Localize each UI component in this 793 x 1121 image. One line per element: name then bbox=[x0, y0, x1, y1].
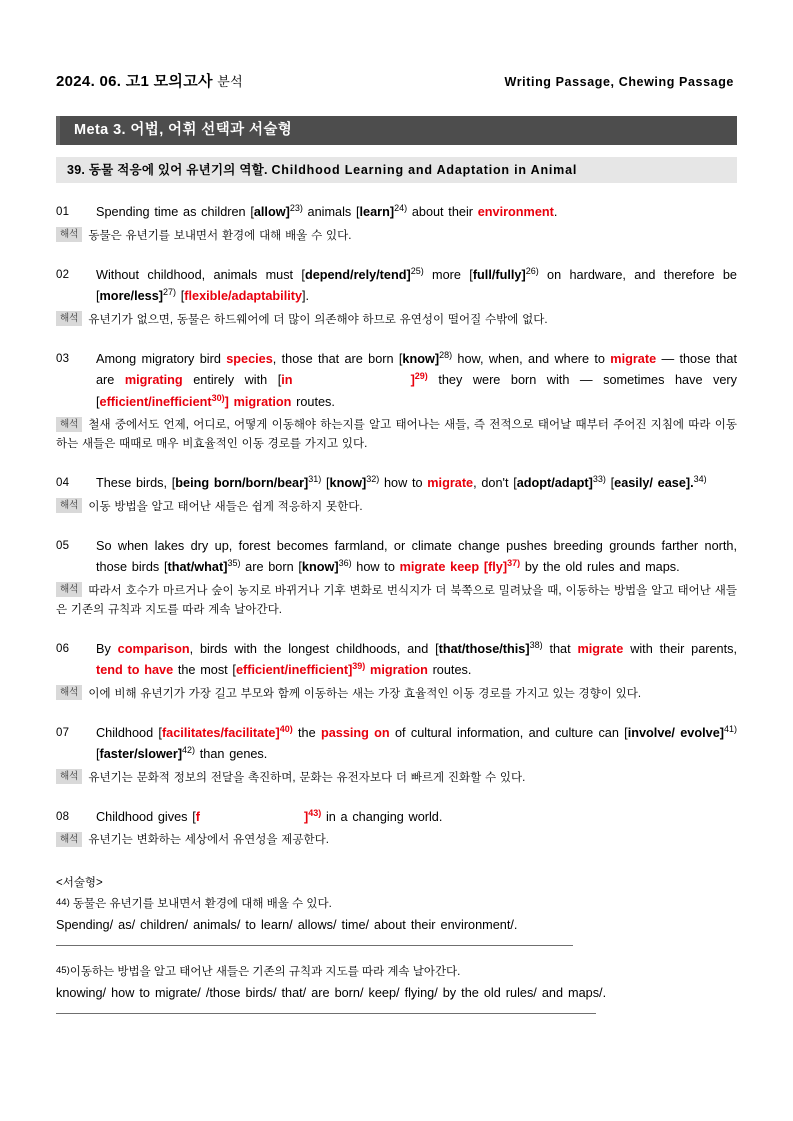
passage-block-03 bbox=[56, 349, 737, 455]
passage-sentence-07 bbox=[56, 723, 737, 766]
seg-text: the bbox=[292, 725, 321, 740]
passage-number-04: 04 bbox=[56, 477, 70, 489]
vocab-highlight: migration bbox=[370, 663, 428, 677]
vocab-highlight: migrate bbox=[427, 476, 474, 490]
header-exam-label: 2024. 06. 고1 모의고사 bbox=[56, 73, 213, 90]
vocab-highlight: migrating bbox=[124, 373, 183, 387]
seg-text: ] bbox=[158, 289, 164, 303]
seg-text: routes. bbox=[291, 394, 335, 409]
vocab-highlight: migration bbox=[233, 394, 292, 409]
question-title-english: Childhood Learning and Adaptation in Animal bbox=[271, 163, 578, 177]
choice-token: being born/born/bear bbox=[175, 476, 305, 490]
document-header bbox=[56, 0, 737, 92]
seg-text: , birds with the longest childhoods, and [ bbox=[189, 641, 439, 656]
passage-number-03: 03 bbox=[56, 352, 70, 365]
gloss-03 bbox=[56, 416, 737, 454]
seg-text: , those that are born [ bbox=[272, 351, 403, 366]
footnote-ref: 36) bbox=[338, 557, 352, 568]
gloss-tag: 해석 bbox=[56, 417, 82, 432]
essay-number-44: 44) bbox=[56, 897, 70, 908]
seg-text: Childhood gives [ bbox=[96, 809, 196, 824]
seg-text: Spending time as children [ bbox=[96, 205, 254, 219]
vocab-highlight: tend to have bbox=[96, 663, 174, 677]
seg-text: are born [ bbox=[240, 560, 302, 574]
seg-text: ] bbox=[719, 725, 724, 740]
vocab-highlight: efficient/inefficient bbox=[235, 663, 349, 677]
vocab-highlight: migrate bbox=[610, 351, 657, 366]
seg-text: — those that are bbox=[96, 351, 738, 387]
choice-token: involve/ evolve bbox=[627, 725, 720, 740]
gloss-01 bbox=[56, 227, 737, 246]
question-title-bar bbox=[56, 157, 737, 183]
choice-token: learn bbox=[359, 205, 390, 219]
footnote-ref: 38) bbox=[529, 639, 543, 650]
passage-sentence-02 bbox=[56, 265, 737, 308]
choice-token: easily/ ease bbox=[614, 476, 686, 490]
essay-section bbox=[56, 874, 737, 1014]
gloss-tag: 해석 bbox=[56, 832, 82, 847]
seg-text: than genes. bbox=[195, 747, 268, 761]
passage-block-06 bbox=[56, 639, 737, 704]
essay-english-44: Spending/ as/ children/ animals/ to learn/ allows/ time/ about their environment/. bbox=[56, 918, 518, 932]
seg-text: [ bbox=[605, 476, 615, 490]
seg-text: , don't [ bbox=[473, 476, 517, 490]
vocab-highlight: migrate keep bbox=[399, 560, 480, 574]
blank-prefix: f bbox=[195, 809, 200, 824]
passage-block-02 bbox=[56, 265, 737, 330]
choice-token: faster/slower bbox=[99, 747, 178, 761]
header-title-left bbox=[56, 70, 243, 91]
choice-token: that/those/this bbox=[438, 641, 526, 656]
vocab-highlight: comparison bbox=[117, 641, 190, 656]
footnote-ref: 39) bbox=[352, 660, 366, 671]
seg-text: in a changing world. bbox=[321, 809, 443, 824]
passage-number-05: 05 bbox=[56, 539, 70, 552]
footnote-ref: 23) bbox=[289, 202, 303, 213]
choice-token: adopt/adapt bbox=[516, 476, 589, 490]
choice-token: know bbox=[329, 476, 362, 490]
seg-text: ] bbox=[389, 205, 395, 219]
gloss-tag: 해석 bbox=[56, 685, 82, 700]
seg-text: ] bbox=[588, 476, 593, 490]
seg-text: ] bbox=[303, 809, 309, 824]
gloss-02 bbox=[56, 311, 737, 330]
footnote-ref: 31) bbox=[308, 473, 322, 484]
seg-text: ] bbox=[275, 725, 280, 740]
footnote-ref: 30) bbox=[211, 392, 225, 403]
footnote-ref: 41) bbox=[724, 723, 738, 734]
seg-text: on hardware, and therefore be [ bbox=[96, 267, 737, 303]
seg-text: By bbox=[96, 641, 118, 656]
essay-number-45: 45) bbox=[56, 965, 70, 976]
seg-text: ] bbox=[410, 373, 415, 387]
essay-korean-text: 이동하는 방법을 알고 태어난 새들은 기존의 규칙과 지도를 따라 계속 날아간다. bbox=[69, 966, 461, 978]
essay-item-44 bbox=[56, 893, 737, 946]
seg-text: ] bbox=[224, 394, 234, 409]
vocab-highlight: flexible/adaptability bbox=[184, 289, 303, 303]
gloss-tag: 해석 bbox=[56, 498, 82, 513]
meta-section-bar: Meta 3. 어법, 어휘 선택과 서술형 bbox=[56, 116, 737, 145]
passage-sentence-08 bbox=[56, 807, 737, 829]
seg-text: These birds, [ bbox=[96, 476, 176, 490]
gloss-tag: 해석 bbox=[56, 582, 82, 597]
gloss-tag: 해석 bbox=[56, 311, 82, 326]
choice-token: depend/rely/tend bbox=[304, 267, 407, 282]
seg-text: how to bbox=[351, 560, 400, 574]
choice-token: know bbox=[402, 351, 435, 366]
gloss-04 bbox=[56, 498, 737, 517]
seg-text: with their parents, bbox=[623, 641, 737, 656]
passage-sentence-06 bbox=[56, 639, 737, 682]
question-title-korean: 39. 동물 적응에 있어 유년기의 역할. bbox=[67, 163, 268, 177]
passage-number-02: 02 bbox=[56, 268, 70, 281]
seg-text: ] bbox=[285, 205, 290, 219]
gloss-tag: 해석 bbox=[56, 227, 82, 242]
gloss-08 bbox=[56, 831, 737, 850]
seg-text: by the old rules and maps. bbox=[520, 560, 680, 574]
gloss-text: 이에 비해 유년기가 가장 길고 부모와 함께 이동하는 새는 가장 효율적인 이동 경로를 가지고 있는 경향이 있다. bbox=[88, 687, 642, 700]
seg-text: ] bbox=[434, 351, 440, 366]
vocab-highlight: species bbox=[226, 351, 273, 366]
gloss-text: 동물은 유년기를 보내면서 환경에 대해 배울 수 있다. bbox=[88, 229, 352, 242]
seg-text: that bbox=[542, 641, 578, 656]
seg-text: ] bbox=[521, 267, 526, 282]
choice-token: allow bbox=[253, 205, 286, 219]
footnote-ref: 32) bbox=[366, 473, 380, 484]
passage-block-07 bbox=[56, 723, 737, 788]
seg-text: [ bbox=[479, 560, 489, 574]
essay-section-heading: <서술형> bbox=[56, 877, 103, 889]
passage-block-04 bbox=[56, 473, 737, 517]
gloss-text: 유년기는 변화하는 세상에서 유연성을 제공한다. bbox=[88, 834, 329, 846]
passage-sentence-01 bbox=[56, 202, 737, 224]
footnote-ref: 43) bbox=[308, 807, 322, 818]
essay-korean-44 bbox=[56, 893, 737, 914]
header-title-right: Writing Passage, Chewing Passage bbox=[504, 75, 734, 89]
seg-text: . bbox=[553, 205, 558, 219]
vocab-highlight: facilitates/facilitate bbox=[161, 725, 276, 740]
footnote-ref: 34) bbox=[693, 473, 707, 484]
gloss-text: 이동 방법을 알고 태어난 새들은 쉽게 적응하지 못한다. bbox=[88, 500, 363, 513]
choice-token: more/less bbox=[99, 289, 159, 303]
seg-text: ]. bbox=[685, 476, 694, 490]
footnote-ref: 29) bbox=[414, 370, 428, 381]
essay-item-45 bbox=[56, 961, 737, 1014]
choice-token: that/what bbox=[167, 560, 224, 574]
passage-number-06: 06 bbox=[56, 642, 70, 655]
gloss-tag: 해석 bbox=[56, 769, 82, 784]
vocab-highlight: fly bbox=[488, 560, 503, 574]
gloss-text: 유년기가 없으면, 동물은 하드웨어에 더 많이 의존해야 하므로 유연성이 떨어질 수밖에 없다. bbox=[88, 313, 548, 326]
seg-text: of cultural information, and culture can [ bbox=[389, 725, 628, 740]
seg-text: about their bbox=[407, 205, 478, 219]
choice-token: know bbox=[301, 560, 335, 574]
passage-block-01 bbox=[56, 202, 737, 246]
blank-prefix: in bbox=[281, 373, 293, 387]
passage-number-01: 01 bbox=[56, 206, 70, 218]
gloss-05 bbox=[56, 582, 737, 620]
seg-text: Without childhood, animals must [ bbox=[96, 267, 305, 282]
essay-korean-text: 동물은 유년기를 보내면서 환경에 대해 배울 수 있다. bbox=[69, 898, 332, 910]
seg-text: ] bbox=[361, 476, 367, 490]
seg-text: ] bbox=[406, 267, 411, 282]
gloss-text: 철새 중에서도 언제, 어디로, 어떻게 이동해야 하는지를 알고 태어나는 새들, 즉 전적으로 태어날 때부터 주어진 지침에 따라 이동하는 새들은 때때로 매우 비효율적인 이동 경로를 가지고 있다. bbox=[56, 419, 737, 450]
passage-sentence-03 bbox=[56, 349, 737, 414]
seg-text: [ bbox=[176, 289, 185, 303]
footnote-ref: 42) bbox=[182, 744, 196, 755]
seg-text: ] bbox=[304, 476, 309, 490]
choice-token: full/fully bbox=[472, 267, 522, 282]
footnote-ref: 37) bbox=[507, 557, 521, 568]
seg-text: ] bbox=[177, 747, 183, 761]
seg-text: ] bbox=[334, 560, 339, 574]
essay-korean-45 bbox=[56, 961, 737, 982]
passage-sentence-04 bbox=[56, 473, 737, 495]
seg-text: Childhood [ bbox=[96, 725, 162, 740]
footnote-ref: 26) bbox=[525, 265, 539, 276]
passage-block-08 bbox=[56, 807, 737, 851]
footnote-ref: 35) bbox=[227, 557, 241, 568]
seg-text: So when lakes dry up, forest becomes farmland, or climate change pushes breeding grounds farther north, those birds [ bbox=[96, 538, 737, 574]
vocab-highlight: migrate bbox=[577, 641, 624, 656]
vocab-highlight: efficient/inefficient bbox=[99, 394, 212, 409]
seg-text: more [ bbox=[423, 267, 473, 282]
gloss-07 bbox=[56, 769, 737, 788]
footnote-ref: 27) bbox=[163, 286, 177, 297]
footnote-ref: 33) bbox=[592, 473, 606, 484]
seg-text: Among migratory bird bbox=[96, 351, 227, 366]
footnote-ref: 28) bbox=[439, 349, 453, 360]
essay-spacer bbox=[56, 946, 737, 960]
seg-text: [ bbox=[321, 476, 330, 490]
seg-text: the most [ bbox=[173, 663, 236, 677]
footnote-ref: 25) bbox=[410, 265, 424, 276]
seg-text: animals [ bbox=[302, 205, 360, 219]
vocab-highlight: environment bbox=[477, 205, 554, 219]
gloss-text: 유년기는 문화적 정보의 전달을 촉진하며, 문화는 유전자보다 더 빠르게 진화할 수 있다. bbox=[88, 771, 526, 784]
vocab-highlight: passing on bbox=[320, 725, 390, 740]
answer-line-45[interactable] bbox=[56, 1013, 596, 1014]
footnote-ref: 24) bbox=[394, 202, 408, 213]
seg-text: [ bbox=[96, 747, 100, 761]
page-content bbox=[56, 0, 737, 1014]
essay-english-45: knowing/ how to migrate/ /those birds/ that/ are born/ keep/ flying/ by the old rules/ and maps/. bbox=[56, 986, 607, 1000]
passage-number-08: 08 bbox=[56, 810, 70, 823]
passage-number-07: 07 bbox=[56, 726, 70, 739]
header-analysis-label: 분석 bbox=[217, 74, 243, 89]
seg-text: entirely with [ bbox=[182, 373, 282, 387]
seg-text: ] bbox=[348, 663, 353, 677]
passage-block-05 bbox=[56, 536, 737, 620]
seg-text: ] bbox=[502, 560, 508, 574]
seg-text: ] bbox=[223, 560, 228, 574]
seg-text: routes. bbox=[427, 663, 472, 677]
gloss-text: 따라서 호수가 마르거나 숲이 농지로 바뀌거나 기후 변화로 번식지가 더 북쪽으로 밀려났을 때, 이동하는 방법을 알고 태어난 새들은 기존의 규칙과 지도를 따라 계속 날아간다. bbox=[56, 584, 737, 616]
footnote-ref: 40) bbox=[279, 723, 293, 734]
seg-text: they were born with — sometimes have very [ bbox=[96, 373, 738, 409]
seg-text: ] bbox=[525, 641, 530, 656]
passage-sentence-05 bbox=[56, 536, 737, 579]
seg-text: how to bbox=[379, 476, 428, 490]
seg-text: ]. bbox=[302, 289, 310, 303]
seg-text: how, when, and where to bbox=[452, 351, 611, 366]
gloss-06 bbox=[56, 685, 737, 704]
